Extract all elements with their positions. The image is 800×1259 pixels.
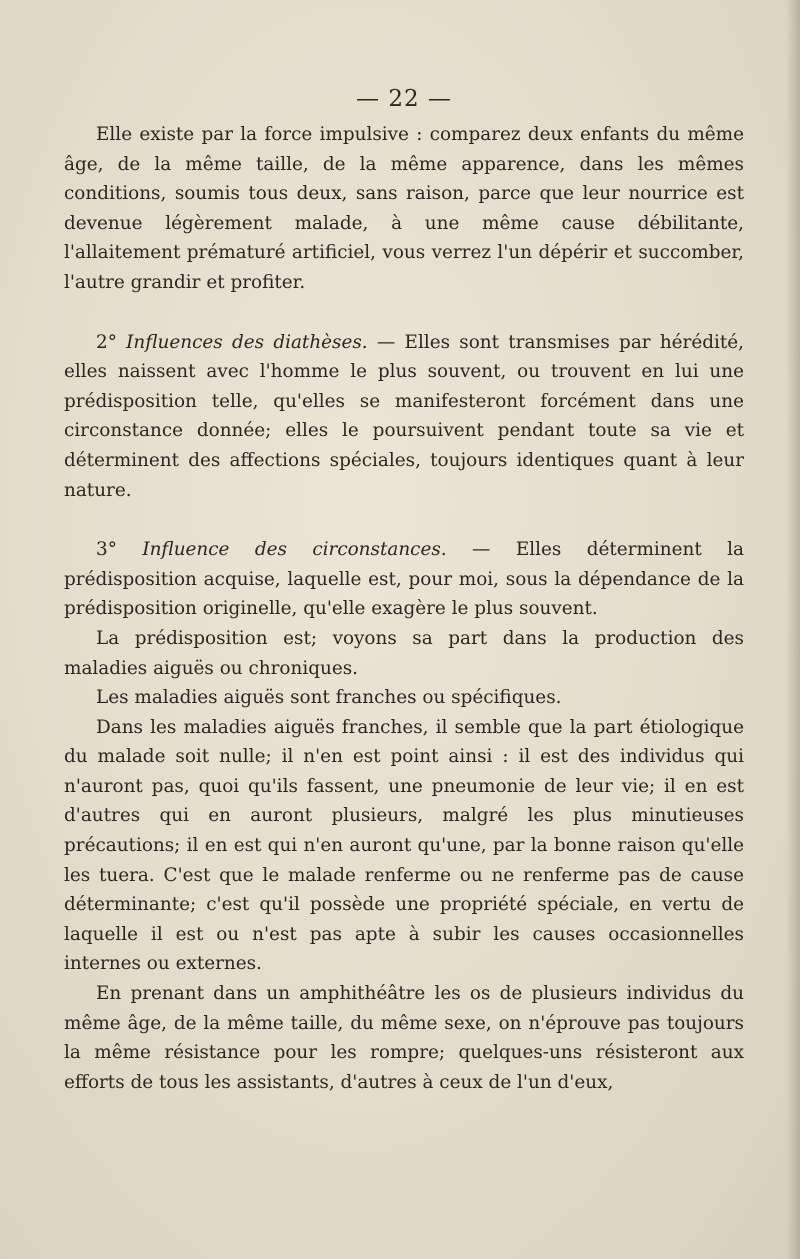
- section-heading-circonstances: Influence des circonstances.: [142, 539, 447, 561]
- section-heading-diatheses: Influences des diathèses.: [126, 331, 368, 353]
- page-number: — 22 —: [356, 86, 452, 112]
- paragraph-maladies-franches: Dans les maladies aiguës franches, il semble que la part étiologique du malade soit nulle; il n'en est point ainsi : il est des individus qui n'auront pas, quoi qu'ils fassent, une pneumonie de leur vie; il en est d'autres qui en auront plusieurs, malgré les plus minutieuses précautions; il en est qui n'en auront qu'une, par la bonne raison qu'elle les tuera. C'est que le malade renferme ou ne renferme pas de cause déterminante; c'est qu'il possède une propriété spéciale, en vertu de laquelle il est ou n'est pas apte à subir les causes occasionnelles internes ou externes.: [64, 716, 744, 975]
- section-number-3: 3°: [96, 539, 143, 561]
- paragraph-force-impulsive: Elle existe par la force impulsive : comparez deux enfants du même âge, de la même taille, de la même apparence, dans les mêmes conditions, soumis tous deux, sans raison, parce que leur nourrice est devenue légèrement malade, à une même cause débilitante, l'allaitement prématuré artificiel, vous verrez l'un dépérir et succomber, l'autre grandir et profiter.: [64, 124, 744, 293]
- page-text-block: [64, 84, 744, 1097]
- paragraph-circonstances: [64, 535, 744, 624]
- paragraph-predisposition: La prédisposition est; voyons sa part dans la production des maladies aiguës ou chroniques.: [64, 627, 744, 679]
- paragraph-amphitheatre: En prenant dans un amphithéâtre les os de plusieurs individus du même âge, de la même taille, du même sexe, on n'éprouve pas toujours la même résistance pour les rompre; quelques-uns résisteront aux efforts de tous les assistants, d'autres à ceux de l'un d'eux,: [64, 983, 744, 1093]
- section-body-circonstances: — Elles déterminent la prédisposition acquise, laquelle est, pour moi, sous la dépendance de la prédisposition originelle, qu'elle exagère le plus souvent.: [64, 539, 744, 620]
- paragraph-diatheses: [64, 328, 744, 506]
- section-number-2: 2°: [96, 331, 127, 353]
- section-body-diatheses: — Elles sont transmises par hérédité, elles naissent avec l'homme le plus souvent, ou trouvent en lui une prédisposition telle, qu'elles se manifesteront forcément dans une circonstance donnée; elles le poursuivent pendant toute sa vie et déterminent des affections spéciales, toujours identiques quant à leur nature.: [64, 331, 744, 501]
- paragraph-maladies-aigues: Les maladies aiguës sont franches ou spécifiques.: [96, 687, 562, 709]
- page-edge-shadow: [786, 0, 800, 1259]
